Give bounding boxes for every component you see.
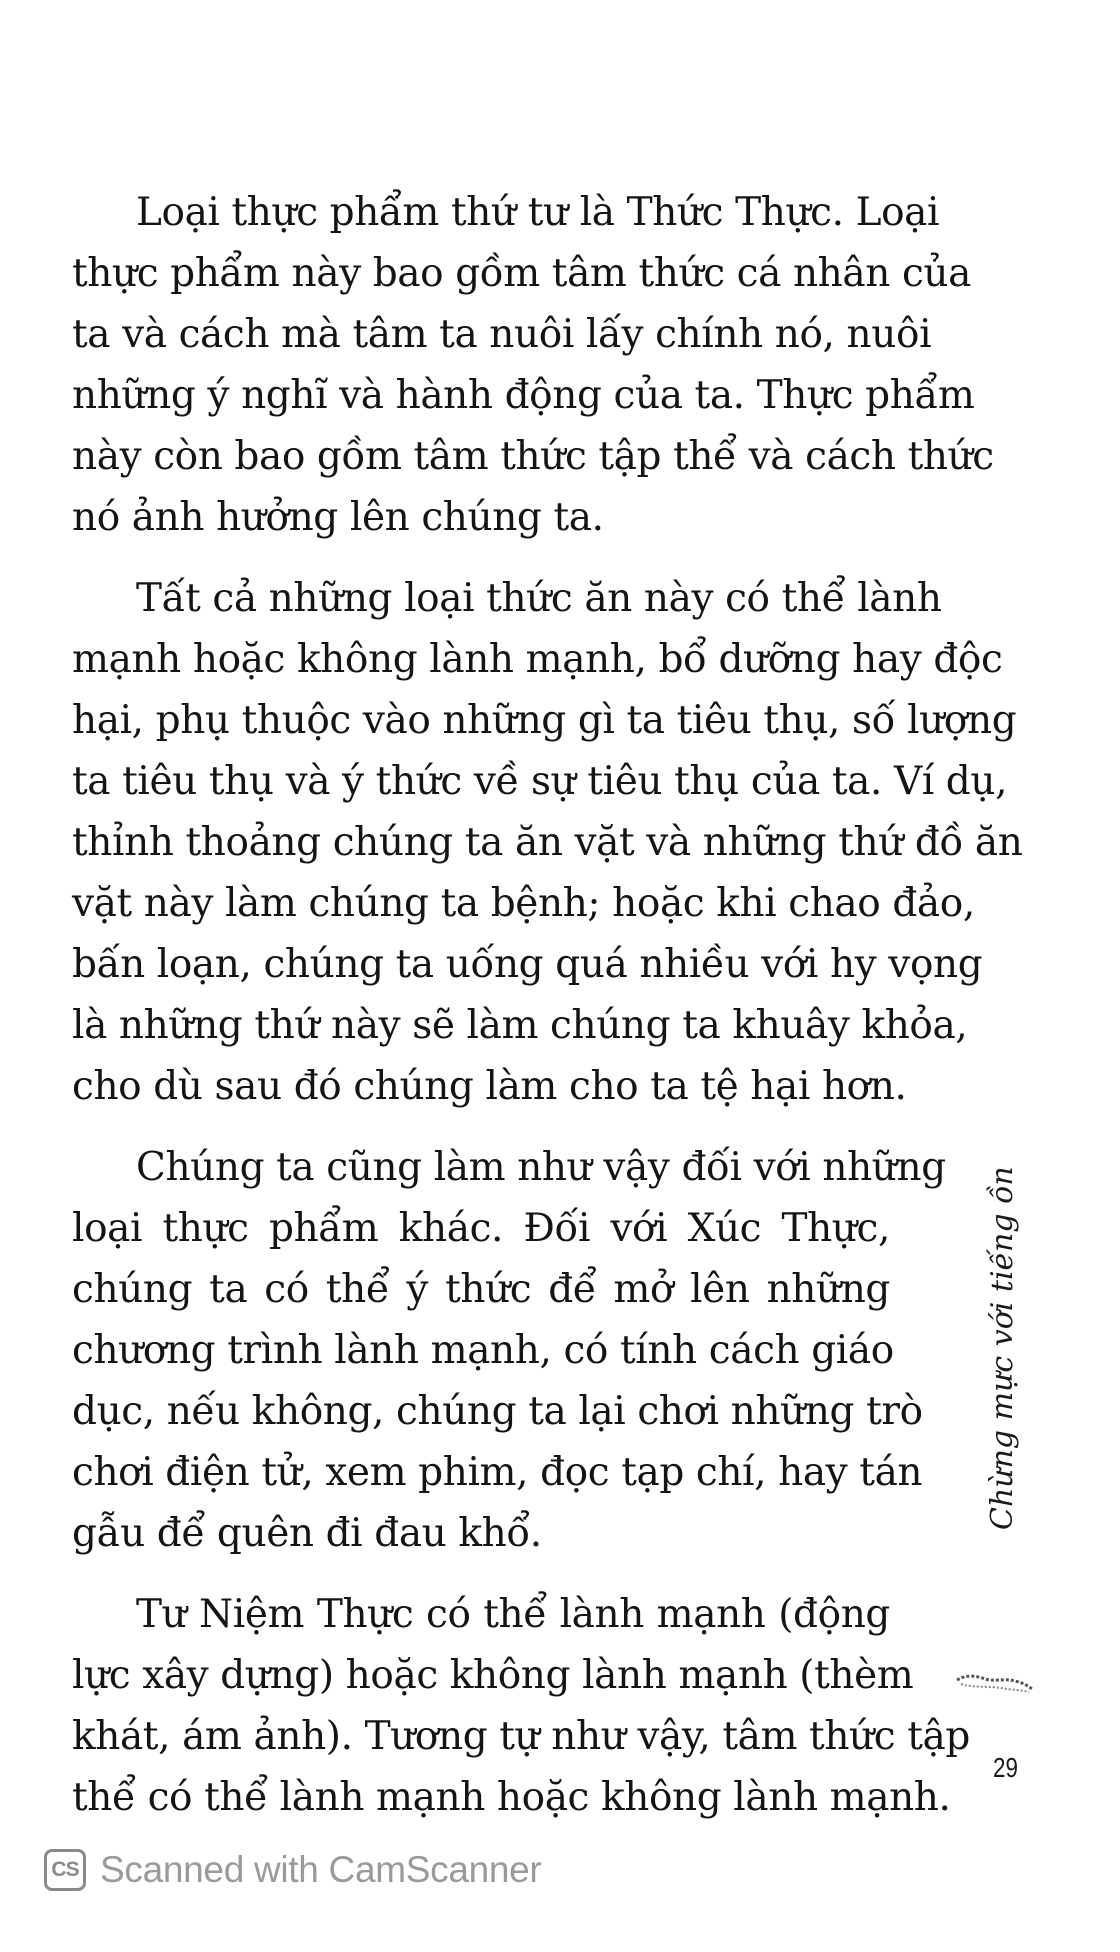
text-line: khát, ám ảnh). Tương tự như vậy, tâm thức tập [72,1714,970,1759]
text-line: cho dù sau đó chúng làm cho ta tệ hại hơn. [72,1064,907,1109]
page-number: 29 [993,1752,1018,1783]
text-line: lực xây dựng) hoặc không lành mạnh (thèm [72,1653,914,1698]
text-line: hại, phụ thuộc vào những gì ta tiêu thụ, số lượng [72,698,1017,743]
text-line: chúng ta có thể ý thức để mở lên những [72,1267,890,1312]
text-line: thực phẩm này bao gồm tâm thức cá nhân của [72,251,971,296]
text-line: mạnh hoặc không lành mạnh, bổ dưỡng hay độc [72,637,1003,682]
text-line: loại thực phẩm khác. Đối với Xúc Thực, [72,1206,890,1251]
text-line: Tư Niệm Thực có thể lành mạnh (động [136,1592,890,1637]
text-line: những ý nghĩ và hành động của ta. Thực phẩm [72,373,975,418]
text-line: gẫu để quên đi đau khổ. [72,1511,542,1556]
camscanner-watermark [44,1848,541,1892]
text-line: này còn bao gồm tâm thức tập thể và cách thức [72,434,994,479]
text-line: là những thứ này sẽ làm chúng ta khuây khỏa, [72,1003,968,1048]
watermark-text: Scanned with CamScanner [100,1849,542,1890]
text-line: dục, nếu không, chúng ta lại chơi những trò [72,1389,923,1434]
paragraph [72,1137,946,1564]
text-line: ta và cách mà tâm ta nuôi lấy chính nó, nuôi [72,312,932,357]
paragraph [72,182,994,548]
running-title: Chừng mực với tiếng ồn [985,1166,1020,1530]
text-line: Chúng ta cũng làm như vậy đối với những [136,1145,946,1190]
text-line: chơi điện tử, xem phim, đọc tạp chí, hay tán [72,1450,923,1495]
text-line: bấn loạn, chúng ta uống quá nhiều với hy vọng [72,942,983,987]
text-line: chương trình lành mạnh, có tính cách giáo [72,1328,894,1373]
camscanner-logo-icon: CS [44,1849,86,1891]
text-line: thỉnh thoảng chúng ta ăn vặt và những thứ đồ ăn [72,820,1023,865]
text-line: Tất cả những loại thức ăn này có thể lành [136,576,942,621]
paragraph [72,1584,970,1828]
ornament-flourish-icon [955,1670,1035,1694]
text-line: ta tiêu thụ và ý thức về sự tiêu thụ của ta. Ví dụ, [72,759,1008,804]
text-line: Loại thực phẩm thứ tư là Thức Thực. Loại [136,190,940,235]
paragraph [72,568,1023,1117]
text-line: thể có thể lành mạnh hoặc không lành mạnh. [72,1775,951,1820]
text-line: nó ảnh hưởng lên chúng ta. [72,495,604,540]
text-line: vặt này làm chúng ta bệnh; hoặc khi chao đảo, [72,881,975,926]
